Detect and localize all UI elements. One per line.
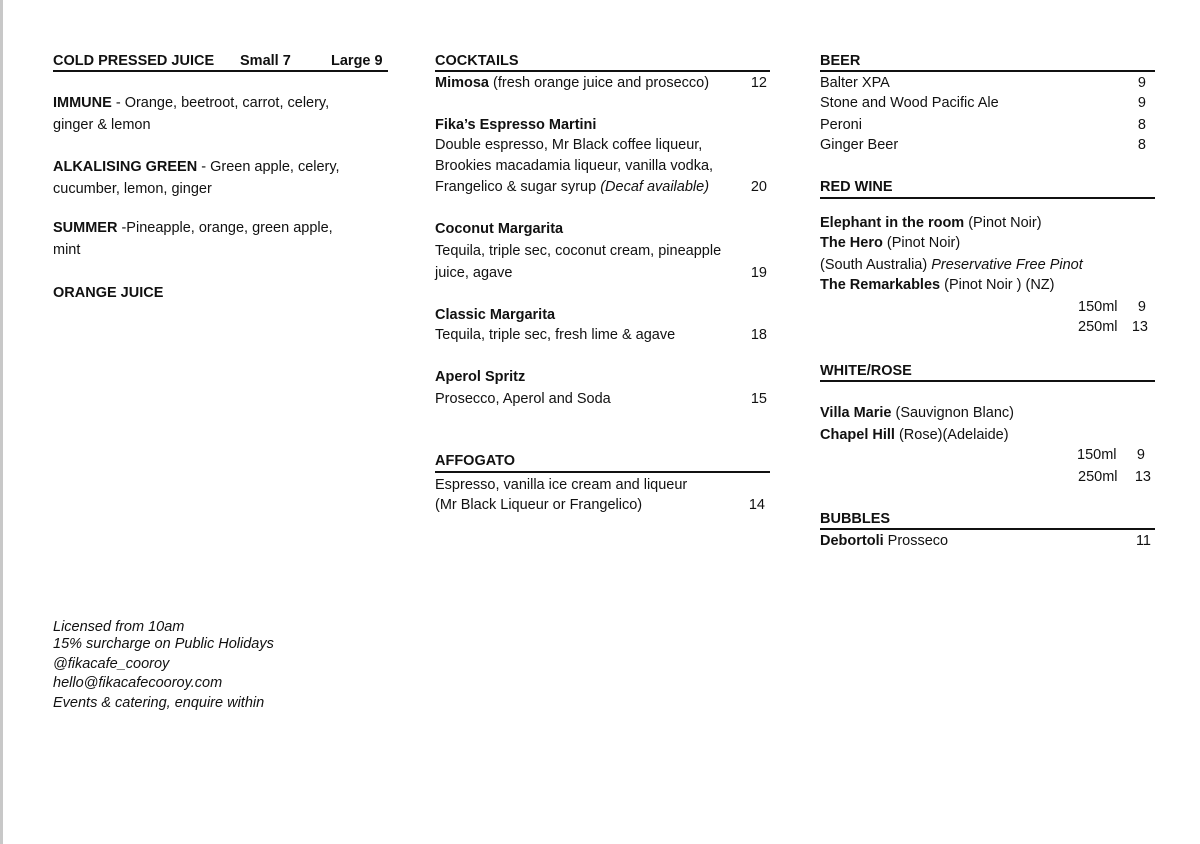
beer-item-name: Balter XPA — [820, 75, 890, 91]
beer-item-price: 8 — [1137, 137, 1146, 153]
footer-line: hello@fikacafecooroy.com — [53, 675, 223, 691]
martini-desc-text: Frangelico & sugar syrup — [435, 179, 601, 195]
juice-summer-name: SUMMER — [53, 220, 118, 236]
juice-immune — [53, 94, 329, 112]
affogato-desc: (Mr Black Liqueur or Frangelico) — [435, 497, 643, 513]
white-rose-size: 150ml — [1077, 447, 1117, 463]
beer-rule — [820, 70, 1155, 72]
juice-large-price: Large 9 — [331, 53, 383, 69]
red-wine-size: 150ml — [1078, 299, 1118, 315]
juice-rule — [53, 70, 388, 72]
red-wine-size: 250ml — [1078, 319, 1118, 335]
page-edge — [0, 0, 3, 844]
beer-item-name: Stone and Wood Pacific Ale — [820, 95, 999, 111]
juice-green-desc2: cucumber, lemon, ginger — [53, 181, 212, 197]
cocktails-heading: COCKTAILS — [435, 53, 519, 69]
juice-green-name: ALKALISING GREEN — [53, 159, 198, 175]
classic-margarita-price: 18 — [750, 327, 767, 343]
red-wine-heading: RED WINE — [820, 179, 893, 195]
mimosa-price: 12 — [750, 75, 767, 91]
coconut-margarita-desc: juice, agave — [435, 265, 513, 281]
red-wine-name: Elephant in the room — [820, 215, 965, 231]
juice-green — [53, 158, 340, 176]
bubbles-name: Debortoli — [820, 533, 884, 549]
white-wine-desc: (Sauvignon Blanc) — [891, 405, 1014, 421]
martini-decaf-note: (Decaf available) — [600, 179, 710, 195]
red-wine-region — [820, 256, 1083, 274]
affogato-price: 14 — [748, 497, 765, 513]
martini-desc-line: Brookies macadamia liqueur, vanilla vodka, — [435, 158, 714, 174]
aperol-spritz-price: 15 — [750, 391, 767, 407]
juice-heading: COLD PRESSED JUICE — [53, 53, 215, 69]
white-rose-size-price: 13 — [1134, 469, 1151, 485]
red-wine-item — [820, 214, 1042, 232]
footer-line: Licensed from 10am — [53, 619, 185, 635]
mimosa-desc: (fresh orange juice and prosecco) — [489, 75, 710, 91]
red-wine-rule — [820, 197, 1155, 199]
juice-small-price: Small 7 — [240, 53, 291, 69]
red-wine-region-text: (South Australia) — [820, 257, 932, 273]
beer-item-price: 9 — [1137, 75, 1146, 91]
white-rose-rule — [820, 380, 1155, 382]
aperol-spritz-desc: Prosecco, Aperol and Soda — [435, 391, 611, 407]
martini-desc-line — [435, 178, 709, 196]
mimosa-name: Mimosa — [435, 75, 489, 91]
red-wine-desc: (Pinot Noir) — [964, 215, 1042, 231]
red-wine-desc: (Pinot Noir) — [882, 235, 961, 251]
martini-name: Fika’s Espresso Martini — [435, 117, 597, 133]
red-wine-item — [820, 276, 1055, 294]
red-wine-name: The Hero — [820, 235, 883, 251]
juice-orange: ORANGE JUICE — [53, 285, 164, 301]
juice-immune-desc: - Orange, beetroot, carrot, celery, — [111, 95, 330, 111]
beer-heading: BEER — [820, 53, 861, 69]
martini-price: 20 — [750, 179, 767, 195]
red-wine-size-price: 13 — [1131, 319, 1148, 335]
juice-immune-name: IMMUNE — [53, 95, 112, 111]
aperol-spritz-name: Aperol Spritz — [435, 369, 526, 385]
red-wine-size-price: 9 — [1137, 299, 1146, 315]
bubbles-price: 11 — [1135, 533, 1151, 549]
juice-summer — [53, 219, 333, 237]
coconut-margarita-price: 19 — [750, 265, 767, 281]
juice-summer-desc: -Pineapple, orange, green apple, — [117, 220, 333, 236]
cocktails-rule — [435, 70, 770, 72]
red-wine-item — [820, 234, 960, 252]
coconut-margarita-name: Coconut Margarita — [435, 221, 564, 237]
rose-wine-desc: (Rose)(Adelaide) — [894, 427, 1009, 443]
bubbles-rule — [820, 528, 1155, 530]
rose-wine-item — [820, 426, 1009, 444]
footer-line: Events & catering, enquire within — [53, 695, 265, 711]
coconut-margarita-desc: Tequila, triple sec, coconut cream, pineapple — [435, 243, 722, 259]
beer-item-name: Peroni — [820, 117, 862, 133]
beer-item-price: 9 — [1137, 95, 1146, 111]
juice-immune-desc2: ginger & lemon — [53, 117, 151, 133]
bubbles-heading: BUBBLES — [820, 511, 891, 527]
juice-green-desc: - Green apple, celery, — [197, 159, 340, 175]
white-rose-size: 250ml — [1078, 469, 1118, 485]
mimosa-item — [435, 74, 709, 92]
bubbles-desc: Prosseco — [883, 533, 949, 549]
classic-margarita-name: Classic Margarita — [435, 307, 556, 323]
red-wine-desc: (Pinot Noir ) (NZ) — [940, 277, 1055, 293]
juice-summer-desc2: mint — [53, 242, 81, 258]
affogato-heading: AFFOGATO — [435, 453, 516, 469]
white-rose-heading: WHITE/ROSE — [820, 363, 912, 379]
footer-line: @fikacafe_cooroy — [53, 656, 170, 672]
footer-line: 15% surcharge on Public Holidays — [53, 636, 274, 652]
white-rose-size-price: 9 — [1136, 447, 1145, 463]
affogato-rule — [435, 471, 770, 473]
martini-desc-line: Double espresso, Mr Black coffee liqueur, — [435, 137, 703, 153]
rose-wine-name: Chapel Hill — [820, 427, 895, 443]
red-wine-note: Preservative Free Pinot — [931, 257, 1083, 273]
beer-item-price: 8 — [1137, 117, 1146, 133]
white-wine-item — [820, 404, 1014, 422]
classic-margarita-desc: Tequila, triple sec, fresh lime & agave — [435, 327, 676, 343]
white-wine-name: Villa Marie — [820, 405, 892, 421]
bubbles-item — [820, 532, 948, 550]
red-wine-name: The Remarkables — [820, 277, 941, 293]
affogato-desc: Espresso, vanilla ice cream and liqueur — [435, 477, 688, 493]
beer-item-name: Ginger Beer — [820, 137, 899, 153]
